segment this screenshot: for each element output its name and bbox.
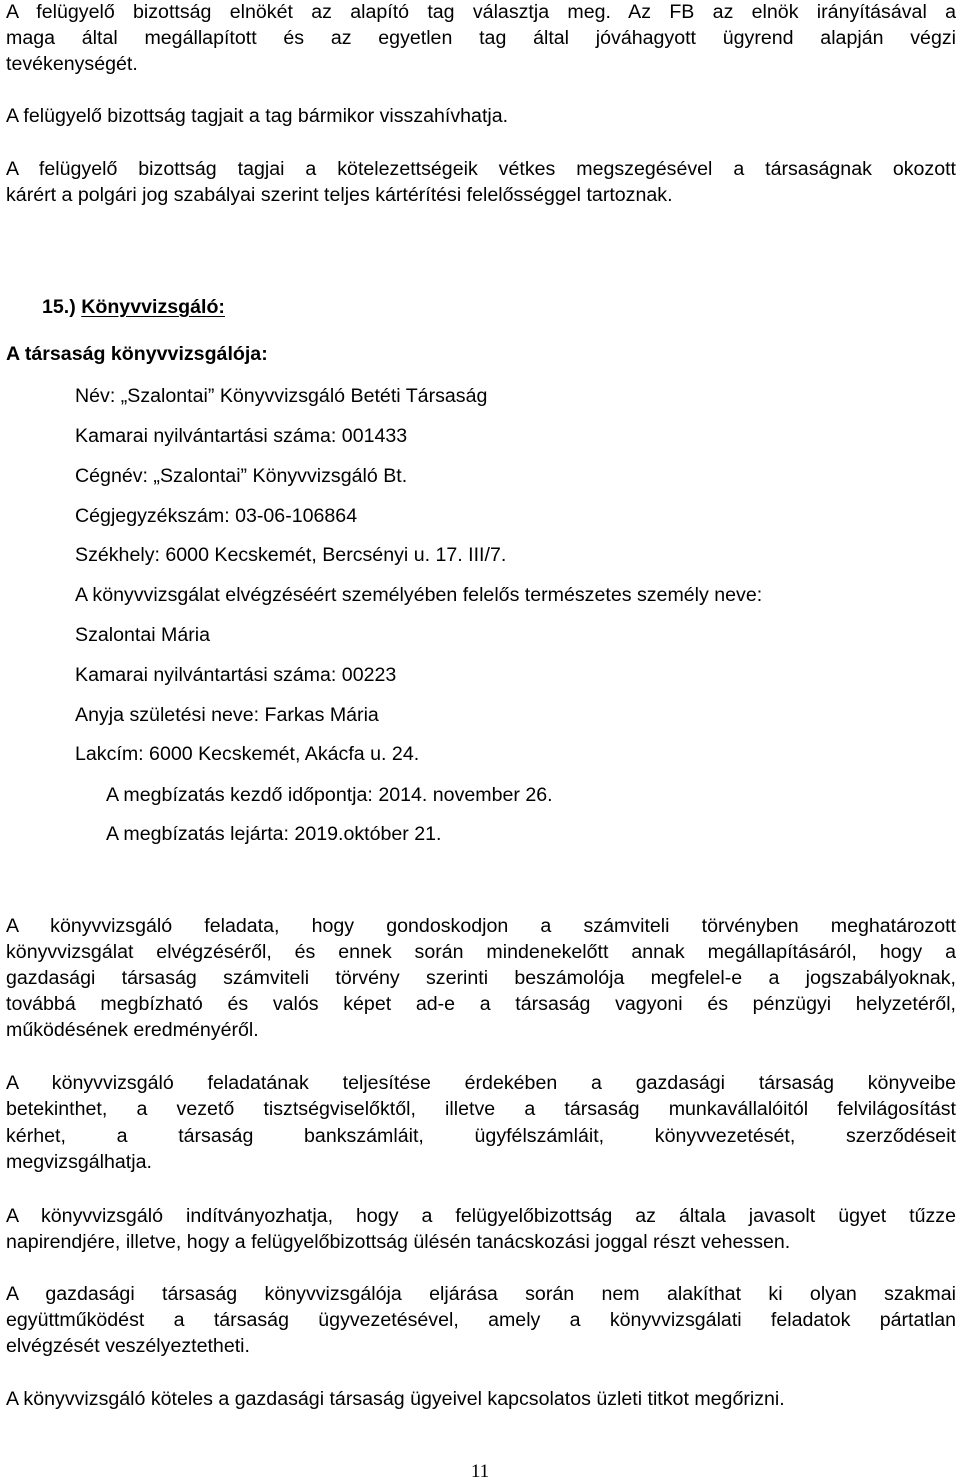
responsible-person-label: A könyvvizsgálat elvégzéséért személyében felelős természetes személy neve:: [75, 584, 763, 606]
fb-p1-line1: A felügyelő bizottság elnökét az alapító tag választja meg. Az FB az elnök irányításával a: [6, 1, 956, 23]
auditor-name: Név: „Szalontai” Könyvvizsgáló Betéti Társaság: [75, 385, 488, 407]
fb-p1-line3: tevékenységét.: [6, 53, 138, 75]
body-p2-line4: megvizsgálhatja.: [6, 1151, 152, 1173]
mother-name: Anyja születési neve: Farkas Mária: [75, 704, 379, 726]
body-p2-line3: kérhet, a társaság bankszámláit, ügyfélszámláit, könyvvezetését, szerződéseit: [6, 1125, 956, 1147]
body-p5: A könyvvizsgáló köteles a gazdasági társaság ügyeivel kapcsolatos üzleti titkot megőrizni.: [6, 1388, 785, 1410]
section-heading: [42, 298, 225, 318]
fb-p2: A felügyelő bizottság tagjait a tag bármikor visszahívhatja.: [6, 105, 509, 127]
body-p1-line5: működésének eredményéről.: [6, 1019, 259, 1041]
fb-p3-line1: A felügyelő bizottság tagjai a kötelezettségeik vétkes megszegésével a társaságnak okozott: [6, 158, 956, 180]
fb-p3-line2: kárért a polgári jog szabályai szerint teljes kártérítési felelősséggel tartoznak.: [6, 184, 673, 206]
auditor-chamber-reg: Kamarai nyilvántartási száma: 001433: [75, 425, 408, 447]
body-p3-line2: napirendjére, illetve, hogy a felügyelőbizottság ülésén tanácskozási joggal részt vehessen.: [6, 1231, 791, 1253]
body-p1-line2: könyvvizsgálat elvégzéséről, és ennek során mindenekelőtt annak megállapításáról, hogy a: [6, 941, 956, 963]
fb-p1-line2: maga által megállapított és az egyetlen tag által jóváhagyott ügyrend alapján végzi: [6, 27, 956, 49]
auditor-company-reg: Cégjegyzékszám: 03-06-106864: [75, 505, 358, 527]
responsible-person-name: Szalontai Mária: [75, 624, 211, 646]
body-p1-line1: A könyvvizsgáló feladata, hogy gondoskodjon a számviteli törvényben meghatározott: [6, 915, 956, 937]
body-p4-line2: együttműködést a társaság ügyvezetésével, amely a könyvvizsgálati feladatok pártatlan: [6, 1309, 956, 1331]
body-p4-line3: elvégzését veszélyeztetheti.: [6, 1335, 250, 1357]
section-title: Könyvvizsgáló:: [81, 296, 225, 318]
body-p1-line4: továbbá megbízható és valós képet ad-e a társaság vagyoni és pénzügyi helyzetéről,: [6, 993, 956, 1015]
mandate-start: A megbízatás kezdő időpontja: 2014. november 26.: [106, 784, 553, 806]
person-address: Lakcím: 6000 Kecskemét, Akácfa u. 24.: [75, 743, 420, 765]
body-p1-line3: gazdasági társaság számviteli törvény szerinti beszámolója megfelel-e a jogszabályoknak,: [6, 967, 956, 989]
section-subtitle: A társaság könyvvizsgálója:: [6, 343, 268, 365]
body-p2-line1: A könyvvizsgáló feladatának teljesítése érdekében a gazdasági társaság könyveibe: [6, 1072, 956, 1094]
body-p4-line1: A gazdasági társaság könyvvizsgálója eljárása során nem alakíthat ki olyan szakmai: [6, 1283, 956, 1305]
page-number: 11: [470, 1461, 490, 1482]
mandate-end: A megbízatás lejárta: 2019.október 21.: [106, 823, 442, 845]
body-p3-line1: A könyvvizsgáló indítványozhatja, hogy a felügyelőbizottság az általa javasolt ügyet tűzze: [6, 1205, 956, 1227]
body-p2-line2: betekinthet, a vezető tisztségviselőktől, illetve a társaság munkavállalóitól felvilágosítást: [6, 1098, 956, 1120]
person-chamber-reg: Kamarai nyilvántartási száma: 00223: [75, 664, 397, 686]
auditor-seat: Székhely: 6000 Kecskemét, Bercsényi u. 17. III/7.: [75, 544, 507, 566]
section-number: 15.): [42, 296, 76, 318]
auditor-company-name: Cégnév: „Szalontai” Könyvvizsgáló Bt.: [75, 465, 408, 487]
